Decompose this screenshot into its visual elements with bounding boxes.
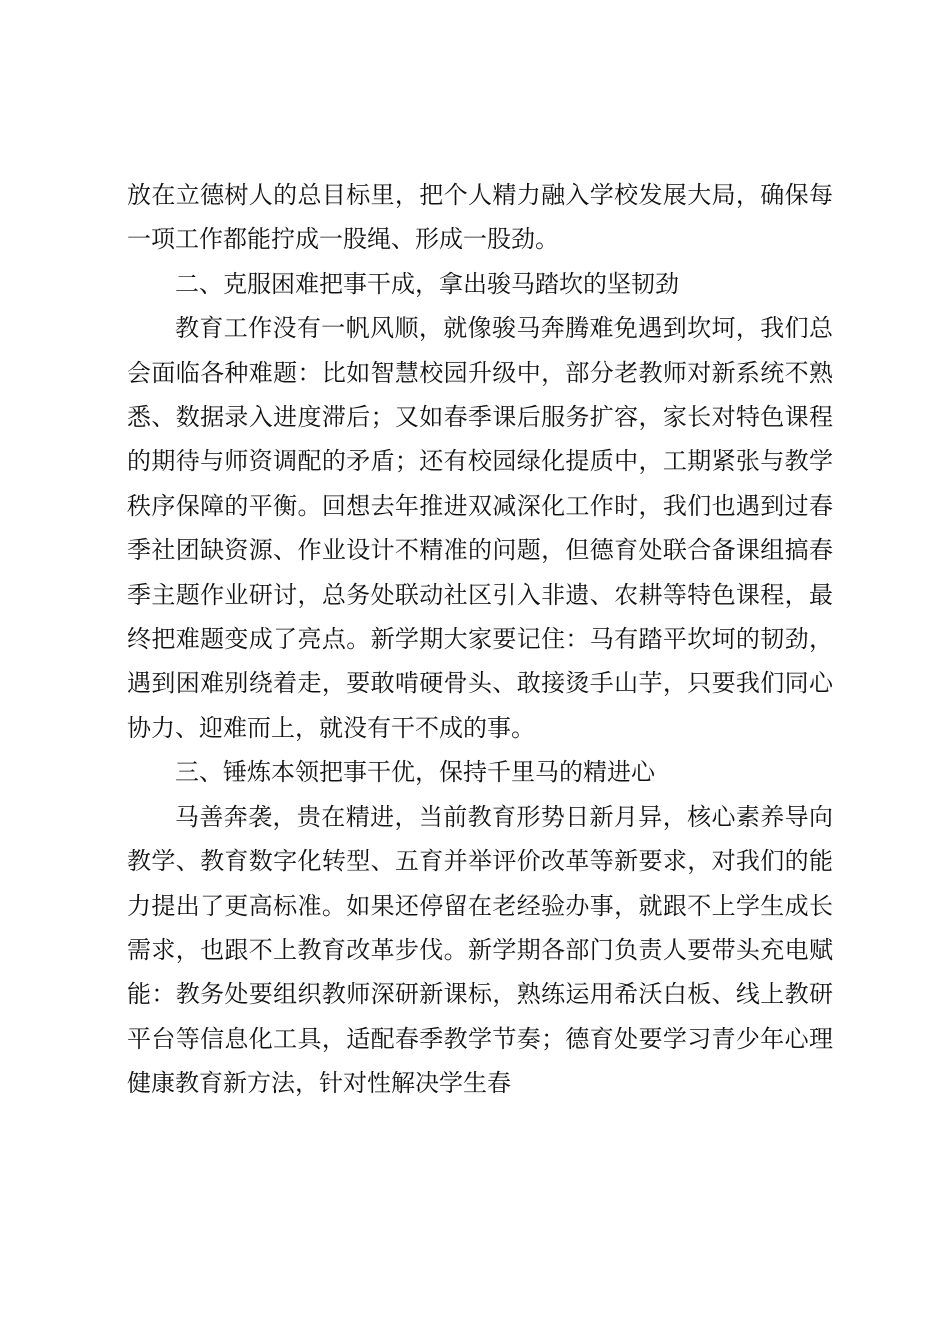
paragraph-continuation: 放在立德树人的总目标里，把个人精力融入学校发展大局，确保每一项工作都能拧成一股绳、形成一股劲。 xyxy=(127,181,833,254)
section-heading-3: 三、锤炼本领把事干优，保持千里马的精进心 xyxy=(175,758,655,787)
paragraph-section-3: 马善奔袭，贵在精进，当前教育形势日新月异，核心素养导向教学、教育数字化转型、五育并举评价改革等新要求，对我们的能力提出了更高标准。如果还停留在老经验办事，就跟不上学生成长需求，也跟不上教育改革步伐。新学期各部门负责人要带头充电赋能：教务处要组织教师深研新课标，熟练运用希沃白板、线上教研平台等信息化工具，适配春季教学节奏；德育处要学习青少年心理健康教育新方法，针对性解决学生春 xyxy=(127,802,833,1098)
document-body xyxy=(127,173,833,1106)
section-heading-2: 二、克服困难把事干成，拿出骏马踏坎的坚韧劲 xyxy=(175,269,679,298)
paragraph-section-2: 教育工作没有一帆风顺，就像骏马奔腾难免遇到坎坷，我们总会面临各种难题：比如智慧校园升级中，部分老教师对新系统不熟悉、数据录入进度滞后；又如春季课后服务扩容，家长对特色课程的期待与师资调配的矛盾；还有校园绿化提质中，工期紧张与教学秩序保障的平衡。回想去年推进双减深化工作时，我们也遇到过春季社团缺资源、作业设计不精准的问题，但德育处联合备课组搞春季主题作业研讨，总务处联动社区引入非遗、农耕等特色课程，最终把难题变成了亮点。新学期大家要记住：马有踏平坎坷的韧劲，遇到困难别绕着走，要敢啃硬骨头、敢接烫手山芋，只要我们同心协力、迎难而上，就没有干不成的事。 xyxy=(127,314,833,742)
